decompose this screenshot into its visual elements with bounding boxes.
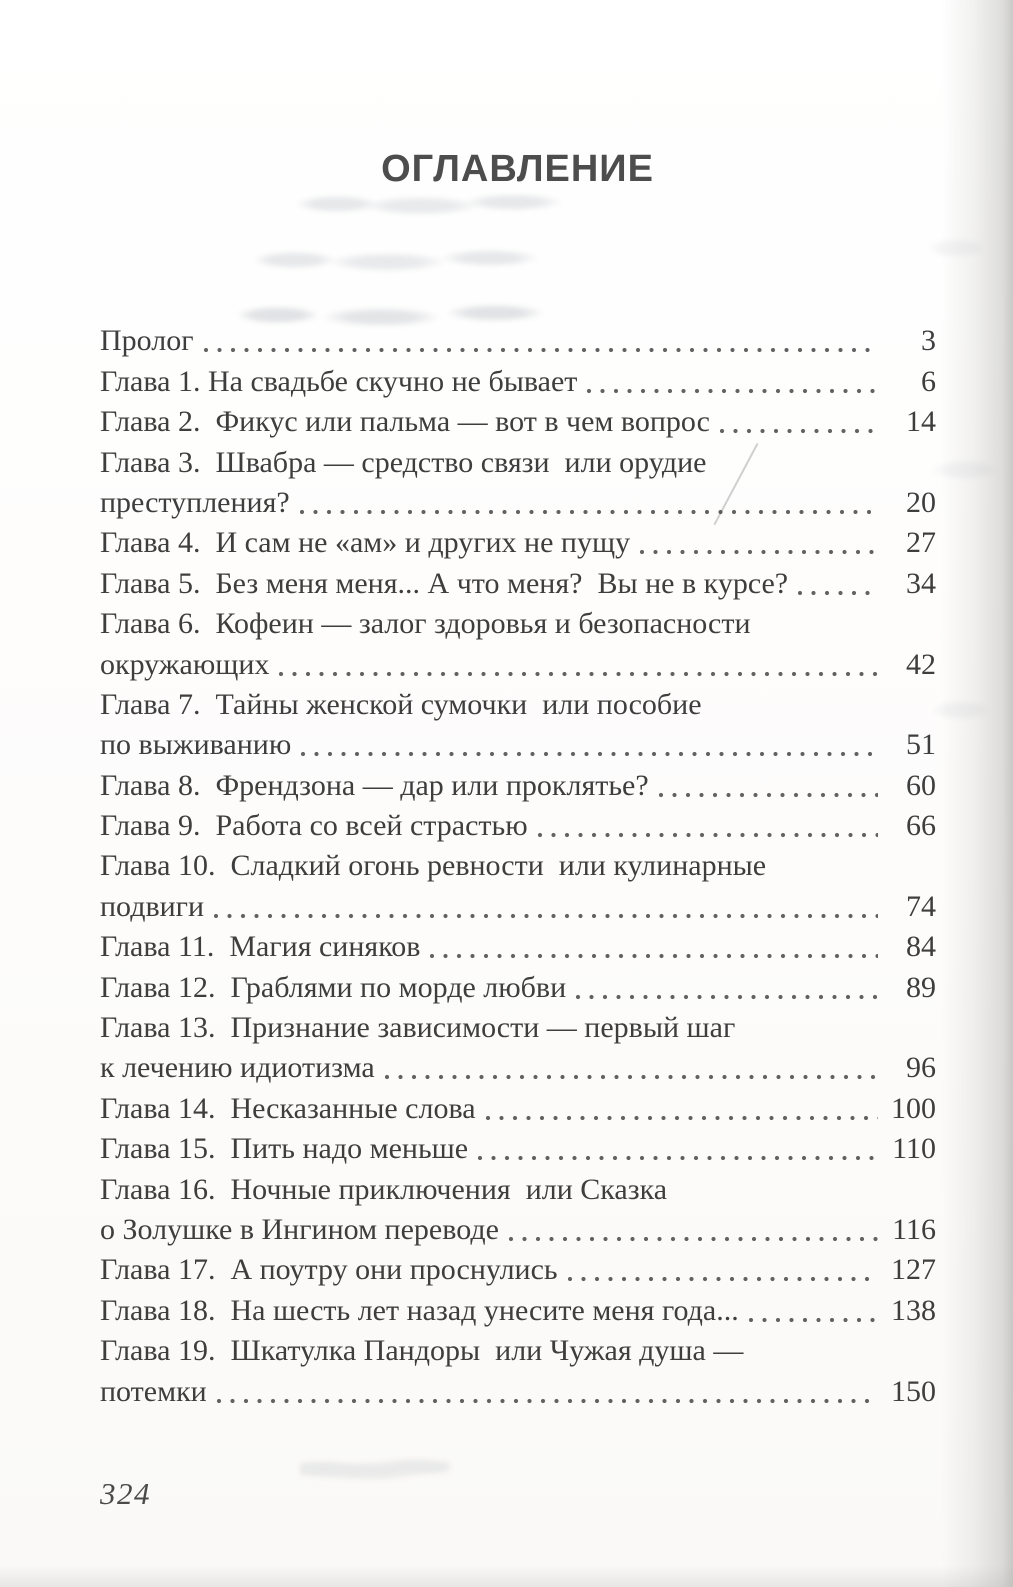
dot-leader [483, 1096, 878, 1126]
toc-line-text: Глава 2. Фикус или пальма — вот в чем вопрос [100, 405, 710, 439]
toc-page-number: 74 [906, 889, 936, 923]
toc-page-number: 6 [921, 364, 936, 398]
toc-line-text: Глава 9. Работа со всей страстью [100, 809, 528, 843]
toc-line-text: Глава 6. Кофеин — залог здоровья и безопасности [100, 607, 751, 641]
toc-line-text: Глава 5. Без меня меня... А что меня? Вы не в курсе? [100, 566, 789, 600]
page-title: ОГЛАВЛЕНИЕ [381, 148, 654, 190]
toc-page-number: 66 [906, 809, 936, 843]
bleedthrough-smudge [925, 200, 1005, 800]
dot-leader [298, 732, 878, 762]
toc-line [100, 682, 936, 722]
toc-line [100, 358, 936, 398]
dot-leader [506, 1217, 878, 1247]
toc-line-text: Глава 19. Шкатулка Пандоры или Чужая душа — [100, 1334, 744, 1368]
toc-page-number: 138 [891, 1293, 936, 1327]
toc-line-text: Глава 1. На свадьбе скучно не бывает [100, 364, 578, 398]
toc-line [100, 722, 936, 762]
toc-line-text: Глава 16. Ночные приключения или Сказка [100, 1172, 668, 1206]
toc-page-number: 27 [906, 526, 936, 560]
dot-leader [573, 975, 878, 1005]
bleedthrough-smudge [295, 186, 575, 222]
toc-line [100, 1085, 936, 1125]
toc-line-text: Глава 3. Швабра — средство связи или орудие [100, 445, 707, 479]
bleedthrough-smudge [248, 240, 558, 280]
toc-line [100, 560, 936, 600]
toc-line-text: подвиги [100, 889, 205, 923]
toc-line-text: преступления? [100, 485, 290, 519]
toc-page-number: 100 [891, 1091, 936, 1125]
dot-leader [297, 490, 878, 520]
toc-page-number: 150 [891, 1374, 936, 1408]
toc-line [100, 1126, 936, 1166]
toc-page-number: 60 [906, 768, 936, 802]
toc-page-number: 3 [921, 324, 936, 358]
toc-line [100, 480, 936, 520]
toc-line [100, 641, 936, 681]
toc-line-text: Глава 4. И сам не «ам» и других не пущу [100, 526, 631, 560]
dot-leader [276, 652, 878, 682]
dot-leader [427, 934, 878, 964]
bleedthrough-smudge [300, 1448, 450, 1490]
table-of-contents [100, 318, 936, 1409]
toc-line-text: о Золушке в Ингином переводе [100, 1212, 499, 1246]
toc-page-number: 84 [906, 930, 936, 964]
toc-line [100, 883, 936, 923]
toc-page-number: 127 [891, 1253, 936, 1287]
toc-line-text: Глава 15. Пить надо меньше [100, 1132, 469, 1166]
dot-leader [475, 1136, 878, 1166]
toc-page-number: 110 [892, 1132, 936, 1166]
toc-line-text: потемки [100, 1374, 207, 1408]
toc-line-text: Глава 13. Признание зависимости — первый шаг [100, 1011, 736, 1045]
dot-leader [382, 1055, 878, 1085]
toc-page-number: 89 [906, 970, 936, 1004]
toc-page-number: 34 [906, 566, 936, 600]
toc-line [100, 964, 936, 1004]
toc-line-text: Пролог [100, 324, 194, 358]
toc-line-text: к лечению идиотизма [100, 1051, 375, 1085]
toc-line [100, 924, 936, 964]
toc-line [100, 843, 936, 883]
toc-line [100, 1287, 936, 1327]
folio-page-number: 324 [100, 1476, 151, 1511]
toc-line [100, 1166, 936, 1206]
toc-line-text: Глава 10. Сладкий огонь ревности или кулинарные [100, 849, 767, 883]
dot-leader [584, 369, 878, 399]
toc-line-text: Глава 18. На шесть лет назад унесите меня года... [100, 1293, 739, 1327]
toc-line-text: по выживанию [100, 728, 292, 762]
toc-page-number: 116 [892, 1212, 936, 1246]
toc-line-text: окружающих [100, 647, 270, 681]
toc-line-text: Глава 12. Граблями по морде любви [100, 970, 567, 1004]
toc-line-text: Глава 11. Магия синяков [100, 930, 421, 964]
toc-line [100, 1368, 936, 1408]
toc-line [100, 1328, 936, 1368]
dot-leader [746, 1298, 878, 1328]
dot-leader [656, 773, 878, 803]
toc-page-number: 42 [906, 647, 936, 681]
dot-leader [214, 1379, 878, 1409]
toc-line [100, 1247, 936, 1287]
toc-page-number: 20 [906, 485, 936, 519]
toc-line [100, 803, 936, 843]
toc-line [100, 520, 936, 560]
toc-line [100, 601, 936, 641]
dot-leader [201, 328, 878, 358]
toc-line-text: Глава 8. Френдзона — дар или проклятье? [100, 768, 649, 802]
dot-leader [717, 409, 878, 439]
toc-line [100, 1045, 936, 1085]
toc-line-text: Глава 14. Несказанные слова [100, 1091, 476, 1125]
toc-line [100, 439, 936, 479]
dot-leader [535, 813, 878, 843]
toc-line-text: Глава 7. Тайны женской сумочки или пособие [100, 687, 702, 721]
toc-line [100, 1005, 936, 1045]
dot-leader [637, 530, 878, 560]
toc-line [100, 762, 936, 802]
toc-page-number: 14 [906, 405, 936, 439]
toc-line-text: Глава 17. А поутру они проснулись [100, 1253, 558, 1287]
page-bottom-shadow [0, 1565, 1013, 1587]
toc-page-number: 51 [906, 728, 936, 762]
dot-leader [565, 1257, 878, 1287]
dot-leader [211, 894, 878, 924]
toc-line [100, 318, 936, 358]
toc-page-number: 96 [906, 1051, 936, 1085]
dot-leader [795, 571, 878, 601]
toc-line [100, 399, 936, 439]
toc-line [100, 1207, 936, 1247]
